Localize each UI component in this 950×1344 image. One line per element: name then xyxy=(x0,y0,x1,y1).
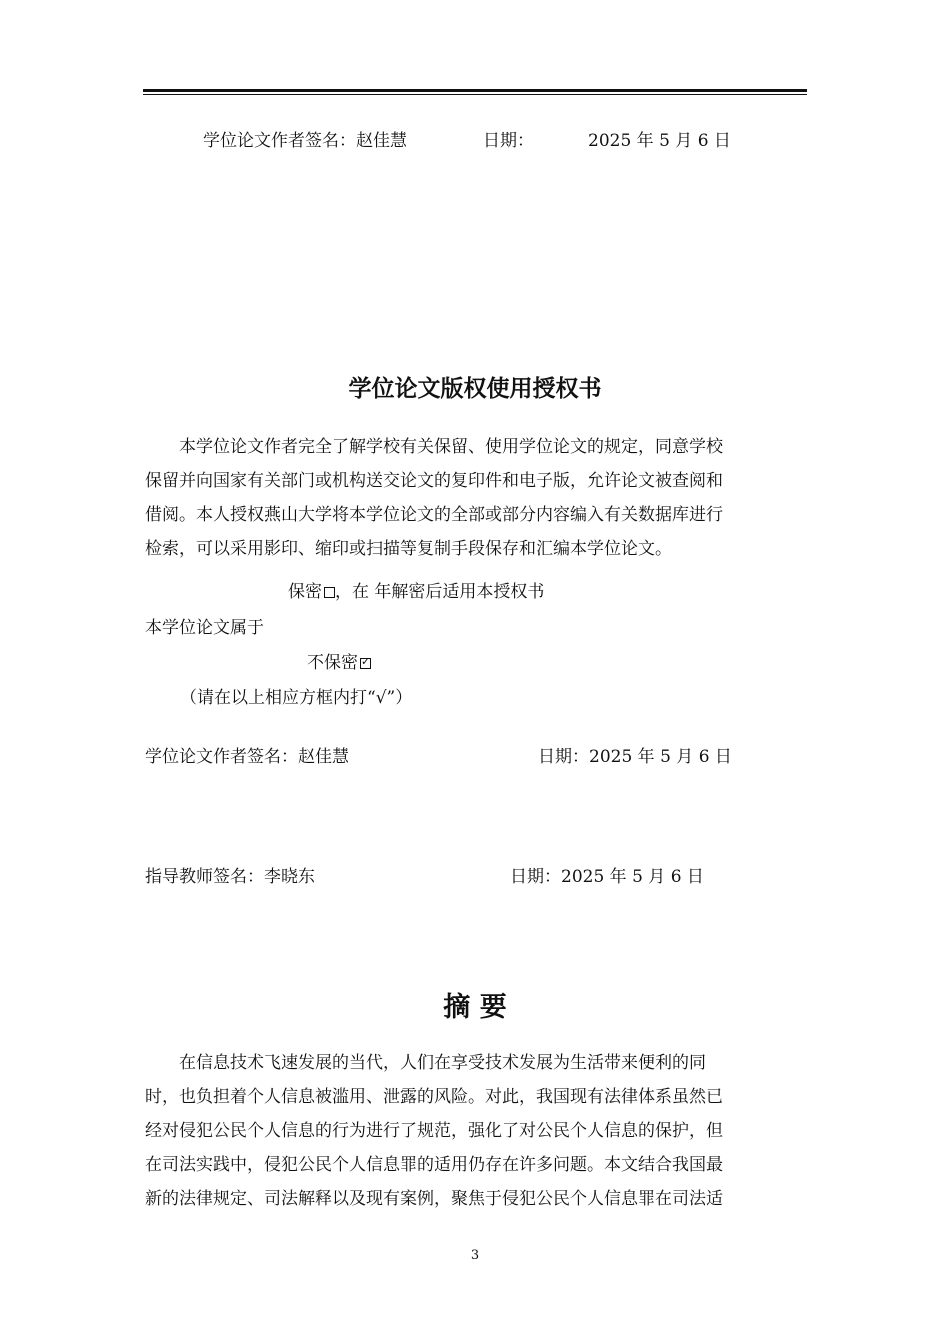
nonsecret-option xyxy=(307,648,371,673)
copyright-line: 检索，可以采用影印、缩印或扫描等复制手段保存和汇编本学位论文。 xyxy=(145,539,672,559)
secret-checkbox[interactable] xyxy=(324,587,335,598)
signer-label: 学位论文作者签名： xyxy=(203,131,356,151)
page-number: 3 xyxy=(470,1248,480,1263)
copyright-title: 学位论文版权使用授权书 xyxy=(348,376,602,402)
copyright-paragraph xyxy=(145,430,805,566)
advisor-date: 日期：2025 年 5 月 6 日 xyxy=(510,867,704,887)
originality-date-value: 2025 年 5 月 6 日 xyxy=(588,131,731,151)
advisor-label: 指导教师签名： xyxy=(145,867,264,887)
copyright-line: 保留并向国家有关部门或机构送交论文的复印件和电子版，允许论文被查阅和 xyxy=(145,471,723,491)
belongs-label: 本学位论文属于 xyxy=(145,618,264,638)
header-rule-thick xyxy=(143,89,807,92)
secret-option xyxy=(288,577,544,602)
author-date: 日期：2025 年 5 月 6 日 xyxy=(538,747,732,767)
copyright-line: 本学位论文作者完全了解学校有关保留、使用学位论文的规定，同意学校 xyxy=(179,437,723,457)
abstract-line: 在司法实践中，侵犯公民个人信息罪的适用仍存在许多问题。本文结合我国最 xyxy=(145,1155,723,1175)
author-signature xyxy=(145,742,349,767)
copyright-line: 借阅。本人授权燕山大学将本学位论文的全部或部分内容编入有关数据库进行 xyxy=(145,505,723,525)
abstract-line: 时，也负担着个人信息被滥用、泄露的风险。对此，我国现有法律体系虽然已 xyxy=(145,1087,723,1107)
advisor-signature xyxy=(145,862,315,887)
originality-signature-row xyxy=(203,126,407,151)
abstract-paragraph xyxy=(145,1046,805,1216)
author-label: 学位论文作者签名： xyxy=(145,747,298,767)
nonsecret-checkbox[interactable] xyxy=(360,658,371,669)
secret-option-prefix: 保密 xyxy=(288,582,322,602)
abstract-line: 在信息技术飞速发展的当代，人们在享受技术发展为生活带来便利的同 xyxy=(179,1053,706,1073)
author-name: 赵佳慧 xyxy=(298,747,349,767)
header-rule-thin xyxy=(143,94,807,95)
secret-option-suffix: ，在 年解密后适用本授权书 xyxy=(335,582,545,602)
abstract-line: 新的法律规定、司法解释以及现有案例，聚焦于侵犯公民个人信息罪在司法适 xyxy=(145,1189,723,1209)
originality-date-label: 日期： xyxy=(483,131,534,151)
advisor-name: 李晓东 xyxy=(264,867,315,887)
nonsecret-option-label: 不保密 xyxy=(307,653,358,673)
signer-name: 赵佳慧 xyxy=(356,131,407,151)
abstract-line: 经对侵犯公民个人信息的行为进行了规范，强化了对公民个人信息的保护，但 xyxy=(145,1121,723,1141)
abstract-title: 摘 要 xyxy=(443,992,507,1023)
checkbox-instruction: （请在以上相应方框内打“√”） xyxy=(180,688,413,708)
